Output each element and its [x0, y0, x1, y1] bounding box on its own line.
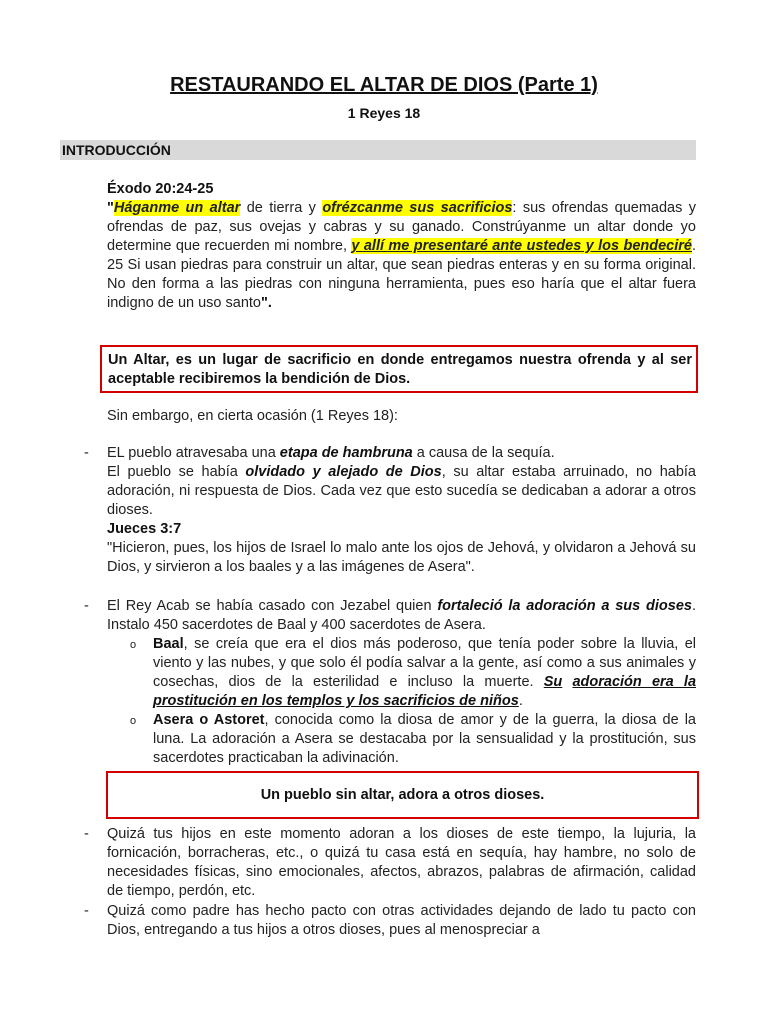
- list-item-body: El Rey Acab se había casado con Jezabel quien fortaleció la adoración a sus dioses. Instalo 450 sacerdotes de Baal y 400 sacerdotes de Asera.: [107, 598, 696, 633]
- page-subtitle: 1 Reyes 18: [347, 105, 421, 121]
- sin-altar-text: Un pueblo sin altar, adora a otros dioses.: [260, 787, 545, 803]
- dash-marker: -: [84, 598, 89, 614]
- dash-marker: -: [84, 445, 89, 461]
- page-title: RESTAURANDO EL ALTAR DE DIOS (Parte 1): [170, 74, 598, 96]
- bullet-marker: o: [130, 715, 137, 727]
- sub-item-body: Asera o Astoret, conocida como la diosa de amor y de la guerra, la diosa de la luna. La adoración a Asera se destacaba por la sensualidad y la prostitución, sus sacerdotes practicaban la adivinación.: [153, 712, 696, 766]
- jueces-reference: Jueces 3:7: [107, 521, 182, 537]
- dash-marker: -: [84, 903, 89, 919]
- highlight-ofrezcanme: ofrézcanme sus sacrificios: [322, 200, 513, 216]
- dash-marker: -: [84, 826, 89, 842]
- altar-definition-text: Un Altar, es un lugar de sacrificio en donde entregamos nuestra ofrenda y al ser aceptable recibiremos la bendición de Dios.: [108, 352, 692, 387]
- sin-embargo-text: Sin embargo, en cierta ocasión (1 Reyes 18):: [107, 408, 398, 424]
- list-item-body: Quizá tus hijos en este momento adoran a los dioses de este tiempo, la lujuria, la fornicación, borracheras, etc., o quizá tu casa está en sequía, hay hambre, no solo de necesidades físicas, sino emocionales, afectos, abrazos, palabras de afirmación, calidad de tiempo, perdón, etc.: [107, 826, 696, 899]
- altar-definition-box: [100, 345, 698, 393]
- section-heading-introduccion: INTRODUCCIÓN: [60, 140, 696, 160]
- bullet-marker: o: [130, 639, 137, 651]
- sin-altar-box: [106, 771, 699, 819]
- highlight-presentare: y allí me presentaré ante ustedes y los bendeciré: [351, 238, 692, 254]
- sub-item-body: Baal, se creía que era el dios más poderoso, que tenía poder sobre la lluvia, el viento y las nubes, y que solo él podía salvar a la gente, así como a sus animales y cosechas, dios de la esterilidad e incluso la muerte. Su adoración era la prostitución en los templos y los sacrificios de niños.: [153, 636, 697, 709]
- exodo-quote-block: [107, 180, 696, 313]
- exodo-reference: Éxodo 20:24-25: [107, 181, 214, 197]
- list-item-body: EL pueblo atravesaba una etapa de hambruna a causa de la sequía. El pueblo se había olvidado y alejado de Dios, su altar estaba arruinado, no había adoración, ni respuesta de Dios. Cada vez que esto sucedía se dedicaban a adorar a otros dioses. Jueces 3:7 "Hicieron, pues, los hijos de Israel lo malo ante los ojos de Jehová, y olvidaron a Jehová su Dios, y sirvieron a los baales y a las imágenes de Asera".: [107, 445, 696, 575]
- jueces-quote: "Hicieron, pues, los hijos de Israel lo malo ante los ojos de Jehová, y olvidaron a Jehová su Dios, y sirvieron a los baales y a las imágenes de Asera".: [107, 540, 696, 575]
- highlight-haganme: Háganme un altar: [113, 200, 241, 216]
- list-item-body: Quizá como padre has hecho pacto con otras actividades dejando de lado tu pacto con Dios, entregando a tus hijos a otros dioses, pues al menospreciar a: [107, 903, 696, 938]
- exodo-quote-text: "Háganme un altar de tierra y ofrézcanme sus sacrificios: sus ofrendas quemadas y ofrendas de paz, sus ovejas y cabras y su ganado. Constrúyanme un altar donde yo determine que recuerden mi nombre, y allí me presentaré ante ustedes y los bendeciré. 25 Si usan piedras para construir un altar, que sean piedras enteras y en su forma original. No den forma a las piedras con ninguna herramienta, pues eso haría que el altar fuera indigno de un uso santo".: [107, 200, 697, 311]
